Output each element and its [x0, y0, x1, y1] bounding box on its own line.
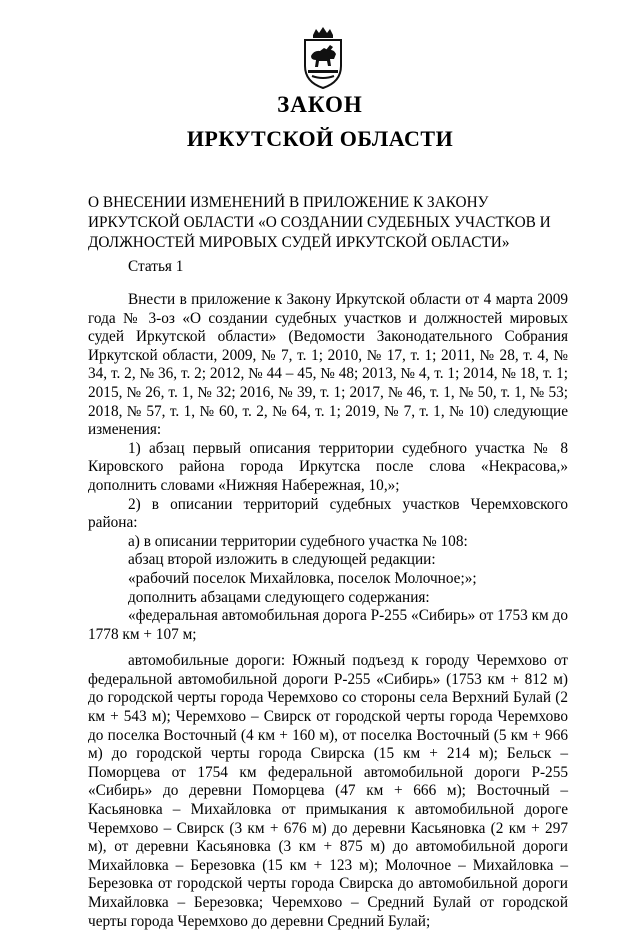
paragraph: дополнить абзацами следующего содержания:: [128, 588, 430, 606]
law-subject: О ВНЕСЕНИИ ИЗМЕНЕНИЙ В ПРИЛОЖЕНИЕ К ЗАКОНУ ИРКУТСКОЙ ОБЛАСТИ «О СОЗДАНИИ СУДЕБНЫХ УЧАСТКОВ И ДОЛЖНОСТЕЙ МИРОВЫХ СУДЕЙ ИРКУТСКОЙ ОБЛАСТИ»: [88, 194, 551, 251]
title-zakon: ЗАКОН: [277, 92, 363, 117]
document-body: [88, 288, 568, 931]
article-heading: Статья 1: [128, 258, 184, 275]
paragraph: 1) абзац первый описания территории судебного участка № 8 Кировского района города Иркутска после слова «Некрасова,» дополнить словами «Нижняя Набережная, 10,»;: [88, 439, 568, 494]
paragraph: а) в описании территории судебного участка № 108:: [128, 532, 468, 550]
paragraph: 2) в описании территорий судебных участков Черемховского района:: [88, 495, 568, 532]
paragraph: абзац второй изложить в следующей редакции:: [128, 551, 436, 569]
paragraph: Внести в приложение к Закону Иркутской области от 4 марта 2009 года № 3-оз «О создании судебных участков и должностей мировых судей Иркутской области» (Ведомости Законодательного Собрания Иркутской области, 2009, № 7, т. 1; 2010, № 17, т. 1; 2011, № 28, т. 4, № 34, т. 2, № 36, т. 2; 2012, № 44 – 45, № 48; 2013, № 4, т. 1; 2014, № 18, т. 1; 2015, № 26, т. 1, № 32; 2016, № 39, т. 1; 2017, № 46, т. 1, № 50, т. 1, № 53; 2018, № 57, т. 1, № 60, т. 2, № 64, т. 1; 2019, № 7, т. 1, № 10) следующие изменения:: [88, 291, 568, 439]
paragraph: автомобильные дороги: Южный подъезд к городу Черемхово от федеральной автомобильной дороги Р-255 «Сибирь» (1753 км + 812 м) до городской черты города Черемхово со стороны села Верхний Булай (2 км + 543 м); Черемхово – Свирск от городской черты города Черемхово до поселка Восточный (4 км + 160 м), от поселка Восточный (5 км + 966 м) до городской черты города Свирска (15 км + 214 м); Бельск – Поморцева от 1754 км федеральной автомобильной дороги Р-255 «Сибирь» до деревни Поморцева (47 км + 666 м); Восточный – Касьяновка – Михайловка от примыкания к автомобильной дороге Черемхово – Свирск (3 км + 676 м) до деревни Касьяновка (2 км + 297 м), от деревни Касьяновка (3 км + 875 м) до автомобильной дороги Михайловка – Березовка (15 км + 123 м); Молочное – Михайловка – Березовка от городской черты города Свирска до автомобильной дороги Михайловка – Березовка; Черемхово – Средний Булай от городской черты города Черемхово до деревни Средний Булай;: [88, 652, 568, 930]
coat-of-arms-icon: [300, 26, 346, 90]
title-region: ИРКУТСКОЙ ОБЛАСТИ: [186, 126, 454, 151]
paragraph: «рабочий поселок Михайловка, поселок Молочное;»;: [128, 569, 477, 587]
paragraph: «федеральная автомобильная дорога Р-255 «Сибирь» от 1753 км до 1778 км + 107 м;: [88, 607, 568, 643]
